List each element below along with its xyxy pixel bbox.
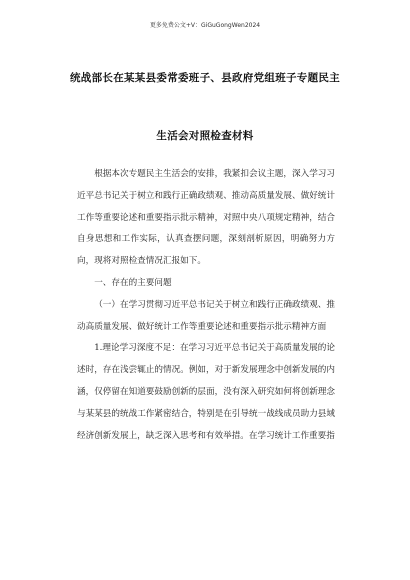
section-heading: 一、存在的主要问题 [94, 277, 172, 288]
document-body [77, 164, 335, 447]
header-note: 更多免费公文+V：GiGuGongWen2024 [149, 22, 261, 29]
paragraph-intro: 根据本次专题民主生活会的安排，我紧扣会议主题，深入学习习近平总书记关于树立和践行正确政绩观、推动高质量发展、做好统计工作等重要论述和重要指示批示精神，对照中央八项规定精神，结合自身思想和工作实际，认真查摆问题，深刻剖析原因，明确努力方向，现将对照检查情况汇报如下。 [77, 169, 335, 267]
paragraph-item-1: 1.理论学习深度不足：在学习习近平总书记关于高质量发展的论述时，存在浅尝辄止的情况。例如，对于新发展理念中创新发展的内涵，仅停留在知道要鼓励创新的层面，没有深入研究如何将创新理念与某某县的统战工作紧密结合，特别是在引导统一战线成员助力县域经济创新发展上，缺乏深入思考和有效举措。在学习统计工作重要指 [77, 343, 335, 441]
title-line-1: 统战部长在某某县委常委班子、县政府党组班子专题民主 [70, 72, 340, 84]
subsection-heading: （一）在学习贯彻习近平总书记关于树立和践行正确政绩观、推动高质量发展、做好统计工作等重要论述和重要指示批示精神方面 [77, 299, 335, 332]
title-line-2: 生活会对照检查材料 [156, 130, 254, 142]
